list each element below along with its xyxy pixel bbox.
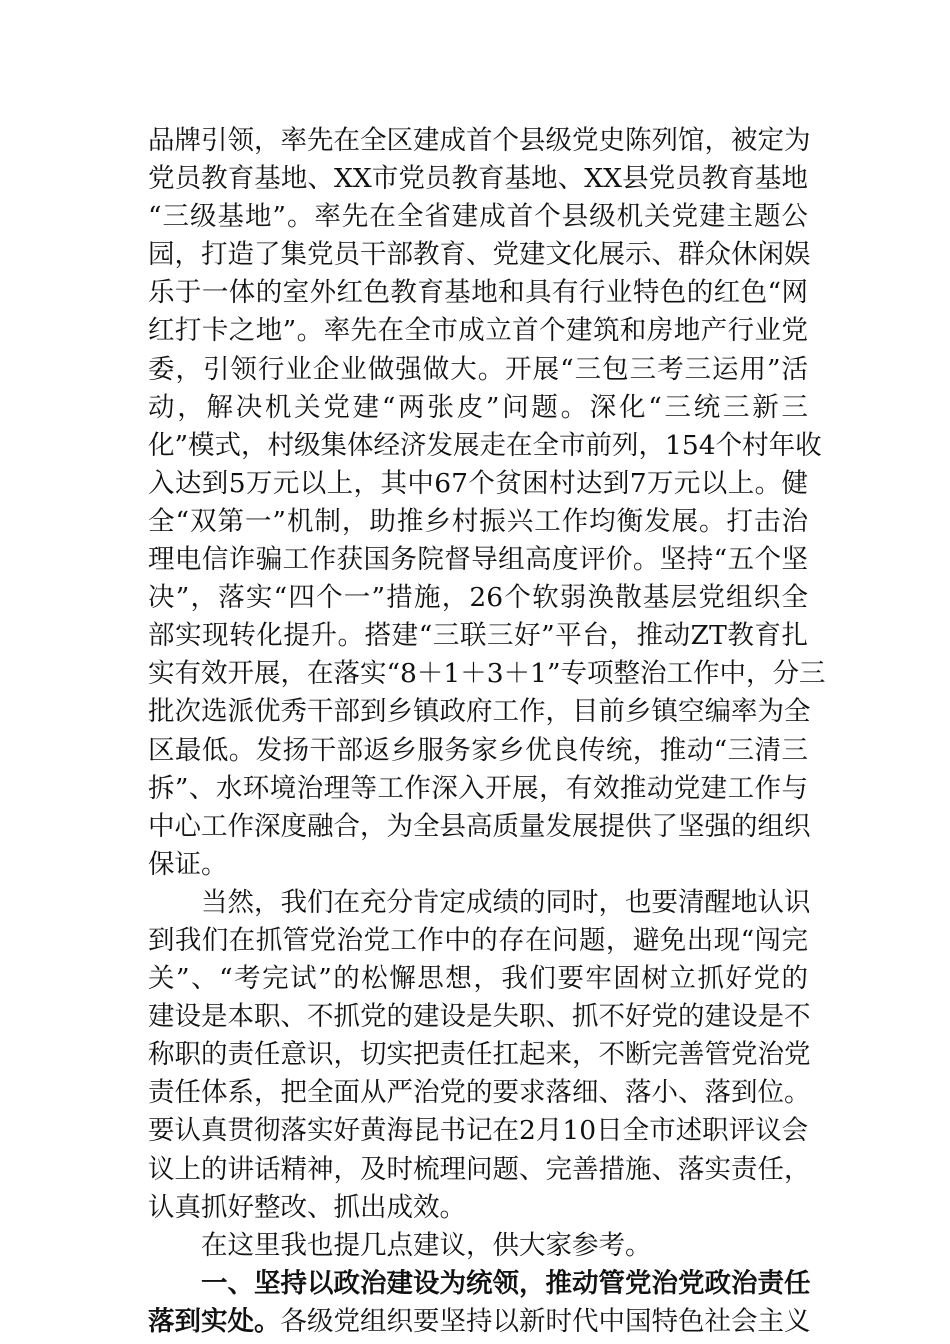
section-heading-end: 落到实处。 <box>148 1305 281 1337</box>
paragraph-2-line: 认真抓好整改、抓出成效。 <box>148 1191 466 1223</box>
paragraph-1-line: 党员教育基地、XX市党员教育基地、XX县党员教育基地 <box>148 163 808 195</box>
paragraph-1-line: 中心工作深度融合，为全县高质量发展提供了坚强的组织 <box>148 810 811 842</box>
paragraph-2-line: 要认真贯彻落实好黄海昆书记在2月10日全市述职评议会 <box>148 1115 809 1147</box>
paragraph-2-line: 称职的责任意识，切实把责任扛起来，不断完善管党治党 <box>148 1039 811 1071</box>
paragraph-1-line: 区最低。发扬干部返乡服务家乡优良传统，推动“三清三 <box>148 734 808 766</box>
paragraph-1-line: 委，引领行业企业做强做大。开展“三包三考三运用”活 <box>148 353 808 385</box>
paragraph-1-line: 乐于一体的室外红色教育基地和具有行业特色的红色“网 <box>148 277 808 309</box>
section-body-start: 各级党组织要坚持以新时代中国特色社会主义 <box>280 1305 811 1337</box>
section-heading-text: 一、坚持以政治建设为统领，推动管党治党政治责任 <box>201 1267 811 1299</box>
paragraph-1-line: 部实现转化提升。搭建“三联三好”平台，推动ZT教育扎 <box>148 620 808 652</box>
paragraph-1-line: 动，解决机关党建“两张皮”问题。深化“三统三新三 <box>148 391 808 423</box>
paragraph-2-line: 关”、“考完试”的松懈思想，我们要牢固树立抓好党的 <box>148 963 808 995</box>
paragraph-2-line: 当然，我们在充分肯定成绩的同时，也要清醒地认识 <box>201 886 811 918</box>
paragraph-1-line: 全“双第一”机制，助推乡村振兴工作均衡发展。打击治 <box>148 505 808 537</box>
paragraph-1-line: 拆”、水环境治理等工作深入开展，有效推动党建工作与 <box>148 772 808 804</box>
paragraph-1-line: 保证。 <box>148 848 228 880</box>
paragraph-1-line: 入达到5万元以上，其中67个贫困村达到7万元以上。健 <box>148 467 808 499</box>
document-body <box>148 122 826 1341</box>
paragraph-1-line: “三级基地”。率先在全省建成首个县级机关党建主题公 <box>148 201 808 233</box>
paragraph-2-line: 到我们在抓管党治党工作中的存在问题，避免出现“闯完 <box>148 924 808 956</box>
paragraph-1-line: 红打卡之地”。率先在全市成立首个建筑和房地产行业党 <box>148 315 808 347</box>
paragraph-2-line: 议上的讲话精神，及时梳理问题、完善措施、落实责任， <box>148 1153 811 1185</box>
paragraph-3: 在这里我也提几点建议，供大家参考。 <box>201 1229 652 1261</box>
section-heading-line <box>148 1265 811 1303</box>
section-heading-continuation <box>148 1303 811 1341</box>
paragraph-1-line: 理电信诈骗工作获国务院督导组高度评价。坚持“五个坚 <box>148 544 808 576</box>
paragraph-1-line: 园，打造了集党员干部教育、党建文化展示、群众休闲娱 <box>148 239 811 271</box>
paragraph-1-line: 实有效开展，在落实“8＋1＋3＋1”专项整治工作中，分三 <box>148 658 826 690</box>
paragraph-1-line: 决”，落实“四个一”措施，26个软弱涣散基层党组织全 <box>148 582 808 614</box>
paragraph-2-line: 建设是本职、不抓党的建设是失职、抓不好党的建设是不 <box>148 1001 811 1033</box>
paragraph-2-line: 责任体系，把全面从严治党的要求落细、落小、落到位。 <box>148 1077 811 1109</box>
paragraph-1-line: 化”模式，村级集体经济发展走在全市前列，154个村年收 <box>148 429 822 461</box>
paragraph-1-line: 批次选派优秀干部到乡镇政府工作，目前乡镇空编率为全 <box>148 696 811 728</box>
paragraph-1-line: 品牌引领，率先在全区建成首个县级党史陈列馆，被定为 <box>148 125 811 156</box>
